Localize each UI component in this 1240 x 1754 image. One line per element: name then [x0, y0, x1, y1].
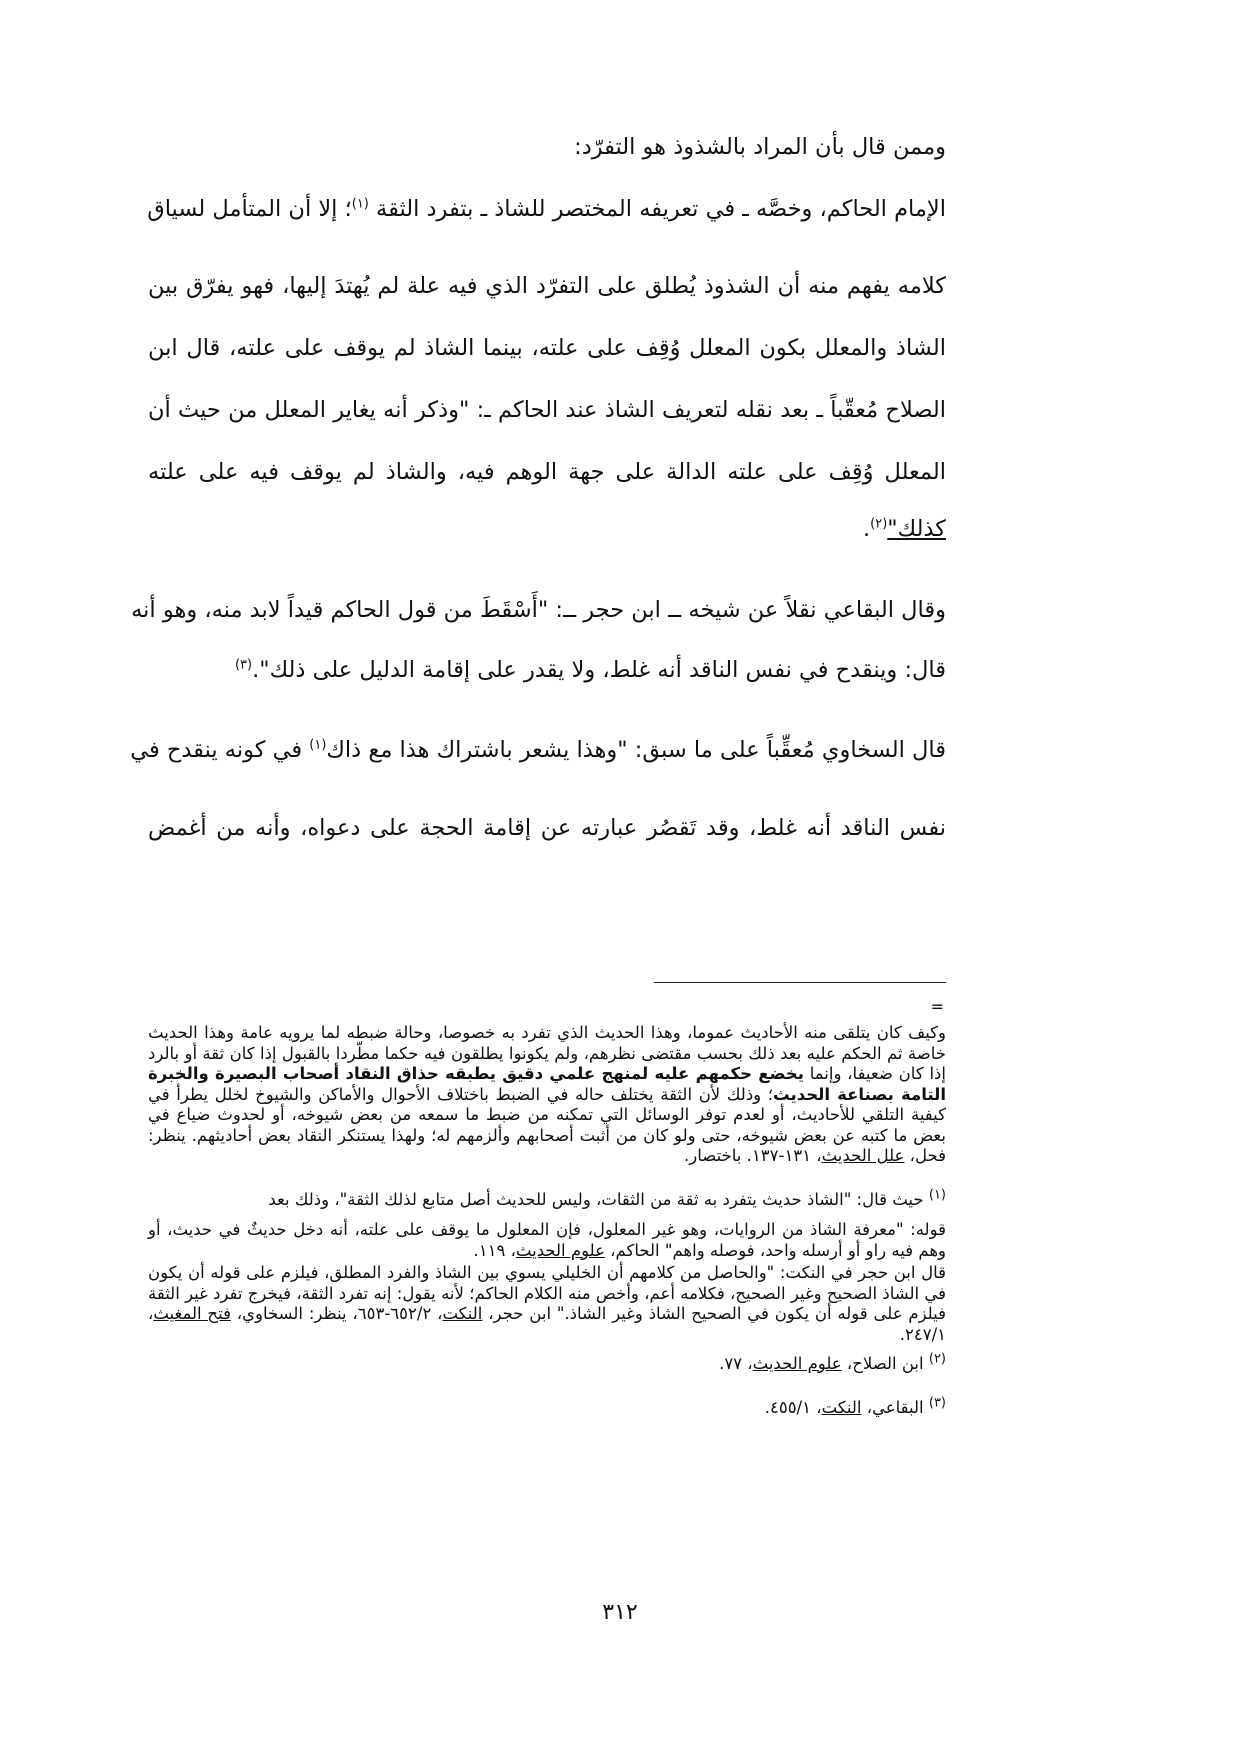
text-run: قال ابن حجر في النكت: "والحاصل من كلامهم أن الخليلي يسوي بين الشاذ والفرد المطلق، فيلزم على قوله أن يكون في الشاذ الصحيح وغير الصحيح، فكلامه أعم، وأخص منه الكلام الحاكم؛ لأنه يقول: إنه تفرد الثقة، فيخرج تفرد غير الثقة فيلزم على قوله أن يكون في الصحيح الشاذ وغير الشاذ." ابن حجر،: [148, 1263, 946, 1323]
text-run: .: [863, 516, 871, 542]
text-run: قال: وينقدح في نفس الناقد أنه غلط، ولا يقدر على إقامة الدليل على ذلك".: [252, 657, 946, 683]
paragraph-line: الصلاح مُعقّباً ـ بعد نقله لتعريف الشاذ عند الحاكم ـ: "وذكر أنه يغاير المعلل من حيث أن: [148, 397, 946, 423]
text-run: ؛ إلا أن المتأمل لسياق: [147, 196, 352, 222]
citation-title: النكت: [442, 1304, 483, 1323]
paragraph-line: نفس الناقد أنه غلط، وقد تَقصُر عبارته عن إقامة الحجة على دعواه، وأنه من أغمض: [148, 815, 946, 841]
footnote-1: [148, 1187, 946, 1209]
text-run: ، ٤٥٥/١.: [764, 1398, 822, 1417]
paragraph-line: كلامه يفهم منه أن الشذوذ يُطلق على التفرّد الذي فيه علة لم يُهتدَ إليها، فهو يفرّق بين: [148, 273, 946, 299]
citation-title: علل الحديث: [821, 1146, 905, 1165]
footnote-ref: (٣): [234, 657, 253, 673]
text-run: كذلك": [887, 516, 946, 542]
footnote-1-continued: [148, 1220, 946, 1261]
bold-text: يخضع حكمهم عليه لمنهج علمي دقيق يطبقه حذاق النقاد أصحاب البصيرة والخبرة التامة بصناعة الحديث: [148, 1064, 946, 1104]
footnote-number: (١): [928, 1187, 946, 1203]
paragraph-line: المعلل وُقِف على علته الدالة على جهة الوهم فيه، والشاذ لم يوقف فيه على علته: [148, 459, 946, 485]
continuation-mark: =: [930, 997, 944, 1016]
paragraph-line: الشاذ والمعلل بكون المعلل وُقِف على علته، بينما الشاذ لم يوقف على علته، قال ابن: [148, 335, 946, 361]
footnote-ref: (١): [309, 737, 327, 753]
footnote-2: [148, 1351, 946, 1373]
text-run: ابن الصلاح،: [841, 1354, 929, 1373]
paragraph-line: وممن قال بأن المراد بالشذوذ هو التفرّد:: [574, 134, 946, 160]
citation-title: النكت: [821, 1398, 862, 1417]
citation-title: علوم الحديث: [752, 1354, 842, 1373]
footnote-number: (٢): [928, 1351, 946, 1367]
paragraph-line: وقال البقاعي نقلاً عن شيخه ــ ابن حجر ــ: "أَسْقَطَ من قول الحاكم قيداً لابد منه، وهو أنه: [131, 597, 946, 623]
paragraph-line: [148, 657, 946, 683]
paragraph-line: [130, 737, 946, 763]
footnote-3: [148, 1395, 946, 1417]
footnote-number: (٣): [928, 1395, 946, 1411]
text-run: ، ١١٩.: [473, 1240, 516, 1260]
text-run: ، ١٣١-١٣٧. باختصار.: [684, 1146, 822, 1165]
text-run: وكيف كان يتلقى منه الأحاديث عموما، وهذا الحديث الذي تفرد به خصوصا، وحالة ضبطه لما يرويه عامة وهذا الحديث خاصة ثم الحكم عليه بعد ذلك بحسب مقتضى نظرهم، ولم يكونوا يطلقون فيه حكما مطّردا بالقبول إذا كان ثقة أو بالرد إذا كان ضعيفا، وإنما: [148, 1023, 946, 1083]
text-run: قوله: "معرفة الشاذ من الروايات، وهو غير المعلول، فإن المعلول ما يوقف على علته، أنه دخل حديثٌ في حديث، أو وهم فيه راو أو أرسله واحد، فوصله واهم" الحاكم،: [148, 1220, 946, 1260]
text-run: البقاعي،: [861, 1398, 929, 1417]
page-number: ٣١٢: [602, 1600, 638, 1625]
footnote-ref: (٢): [870, 516, 888, 532]
text-run: ، ٢٤٧/١.: [148, 1304, 946, 1344]
text-run: ، ٦٥٢/٢-٦٥٣، ينظر: السخاوي،: [230, 1304, 443, 1323]
text-run: ؛ وذلك لأن الثقة يختلف حاله في الضبط باختلاف الأحوال والأماكن والشيوخ لخلل يطرأ في كيفية التلقي للأحاديث، أو لعدم توفر الوسائل التي تمكنه من ضبط ما سمعه من بعض شيوخه، أو لحدوث ضياع في بعض ما كتبه عن بعض شيوخه، حتى ولو كان من أثبت أصحابهم وألزمهم له؛ ولهذا يستنكر النقاد بعض أحاديثهم. ينظر: فحل،: [148, 1084, 946, 1165]
footnote-1-quote: [148, 1263, 946, 1345]
footnote-continuation: [148, 1023, 946, 1167]
text-run: الإمام الحاكم، وخصَّه ـ في تعريفه المختصر للشاذ ـ بتفرد الثقة: [368, 196, 946, 222]
text-run: قال السخاوي مُعقِّباً على ما سبق: "وهذا يشعر باشتراك هذا مع ذاك: [326, 737, 946, 763]
text-run: ، ٧٧.: [719, 1354, 753, 1373]
text-run: في كونه ينقدح في: [130, 737, 310, 763]
paragraph-line: [148, 196, 946, 222]
text-run: حيث قال: "الشاذ حديث يتفرد به ثقة من الثقات، وليس للحديث أصل متابع لذلك الثقة"، وذلك بعد: [268, 1190, 929, 1209]
citation-title: فتح المغيث: [153, 1304, 231, 1323]
paragraph-line: [148, 516, 946, 542]
footnote-ref: (١): [351, 196, 369, 212]
footnote-separator: [654, 982, 946, 983]
citation-title: علوم الحديث: [515, 1240, 605, 1260]
